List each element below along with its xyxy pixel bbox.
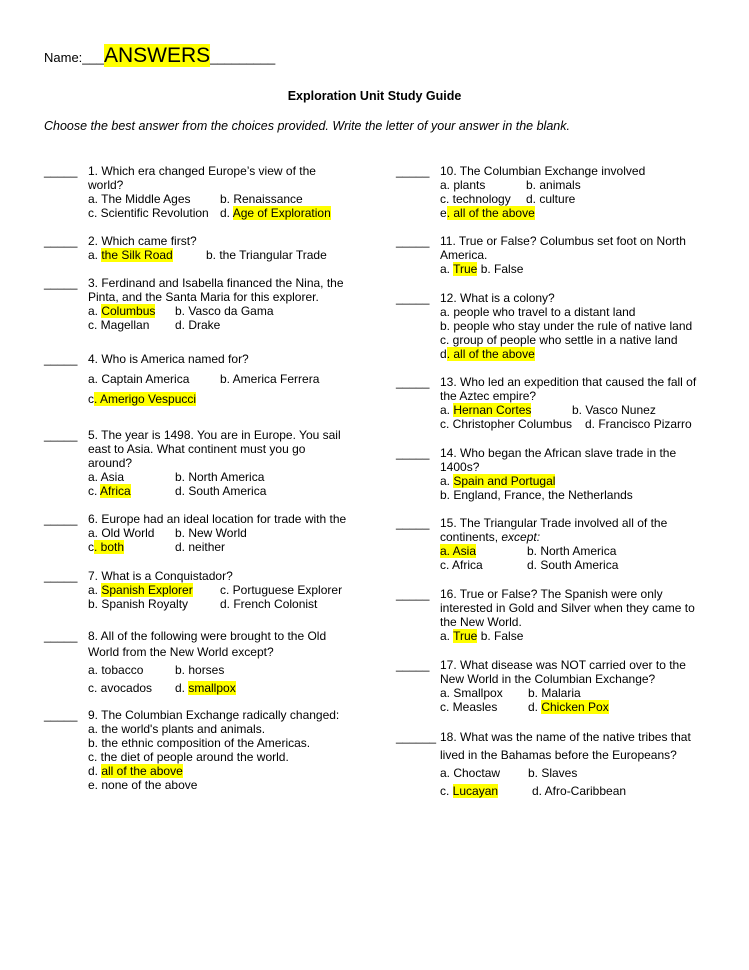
- question-text: 1. Which era changed Europe’s view of the: [88, 164, 316, 178]
- option-b: b. North America: [175, 470, 265, 484]
- option-c: c. Magellan: [88, 318, 150, 332]
- option-c: c. Portuguese Explorer: [220, 583, 343, 597]
- option-b: b. the ethnic composition of the Americas.: [88, 736, 311, 750]
- option-d: d. French Colonist: [220, 597, 318, 611]
- name-line: [44, 44, 275, 68]
- question-1: [44, 164, 331, 220]
- question-text: 15. The Triangular Trade involved all of the: [440, 516, 668, 530]
- answer-highlight: Columbus: [101, 304, 156, 318]
- question-text: 3. Ferdinand and Isabella financed the Nina, the: [88, 276, 344, 290]
- question-text: 13. Who led an expedition that caused the fall of: [440, 375, 697, 389]
- option-b: b. Slaves: [528, 766, 578, 780]
- option-a: a. tobacco: [88, 663, 144, 677]
- question-text: 8. All of the following were brought to the Old: [88, 629, 327, 643]
- question-text: Pinta, and the Santa Maria for this explorer.: [88, 290, 319, 304]
- answer-blank[interactable]: _____: [396, 234, 430, 248]
- question-text: 9. The Columbian Exchange radically changed:: [88, 708, 340, 722]
- answer-blank[interactable]: _____: [44, 276, 78, 290]
- option-c: c. Scientific Revolution: [88, 206, 209, 220]
- answer-blank[interactable]: _____: [396, 446, 430, 460]
- question-15: [396, 516, 667, 572]
- option-a: a. Smallpox: [440, 686, 503, 700]
- question-14: [396, 446, 676, 502]
- option-a: a. Columbus: [88, 304, 156, 318]
- option-d: d. all of the above: [440, 347, 535, 361]
- option-c: c. Amerigo Vespucci: [88, 392, 197, 406]
- option-b: b. Spanish Royalty: [88, 597, 189, 611]
- question-text: lived in the Bahamas before the Europeans?: [440, 748, 677, 762]
- option-d: d. Age of Exploration: [220, 206, 331, 220]
- question-text: world?: [88, 178, 124, 192]
- option-a: a. Captain America: [88, 372, 190, 386]
- question-text: 11. True or False? Columbus set foot on North: [440, 234, 686, 248]
- answer-highlight: Lucayan: [452, 784, 499, 798]
- answer-highlight: Chicken Pox: [541, 700, 609, 714]
- option-b: b. England, France, the Netherlands: [440, 488, 633, 502]
- option-d: d. Drake: [175, 318, 221, 332]
- option-d: d. all of the above: [88, 764, 183, 778]
- question-16: [396, 587, 695, 643]
- question-10: [396, 164, 645, 220]
- answer-highlight: a. Asia: [440, 544, 477, 558]
- answer-highlight: smallpox: [188, 681, 236, 695]
- answer-highlight: . all of the above: [446, 347, 535, 361]
- option-a: a. True: [440, 629, 478, 643]
- option-b: b. North America: [527, 544, 617, 558]
- answer-highlight: . both: [94, 540, 125, 554]
- option-b: b. people who stay under the rule of native land: [440, 319, 693, 333]
- option-c: c. Africa: [88, 484, 131, 498]
- option-c: c. Christopher Columbus: [440, 417, 573, 431]
- question-17: [396, 658, 686, 714]
- option-c: c. Africa: [440, 558, 483, 572]
- question-text: 2. Which came first?: [88, 234, 197, 248]
- option-b: b. Renaissance: [220, 192, 303, 206]
- answer-blank[interactable]: _____: [396, 658, 430, 672]
- option-b: b. Malaria: [528, 686, 581, 700]
- option-a: a. plants: [440, 178, 486, 192]
- question-text: the Aztec empire?: [440, 389, 537, 403]
- answer-blank[interactable]: _____: [44, 428, 78, 442]
- option-c: c. Measles: [440, 700, 498, 714]
- question-3: [44, 276, 344, 332]
- option-a: a. people who travel to a distant land: [440, 305, 636, 319]
- option-d: d. neither: [175, 540, 226, 554]
- question-6: [44, 512, 346, 554]
- answer-blank[interactable]: _____: [396, 164, 430, 178]
- answer-blank[interactable]: _____: [396, 587, 430, 601]
- question-text: continents, except:: [440, 530, 541, 544]
- option-d: d. culture: [526, 192, 576, 206]
- option-b: b. Vasco Nunez: [572, 403, 656, 417]
- option-d: d. Afro-Caribbean: [532, 784, 627, 798]
- option-a: a. the Silk Road: [88, 248, 173, 262]
- answer-blank[interactable]: _____: [396, 291, 430, 305]
- option-a: a. Spain and Portugal: [440, 474, 556, 488]
- answer-blank[interactable]: _____: [44, 352, 78, 366]
- question-text: 4. Who is America named for?: [88, 352, 249, 366]
- question-text: 10. The Columbian Exchange involved: [440, 164, 646, 178]
- option-b: b. America Ferrera: [220, 372, 320, 386]
- question-2: [44, 234, 327, 262]
- question-8: [44, 629, 326, 697]
- option-b: b. the Triangular Trade: [206, 248, 327, 262]
- answer-blank[interactable]: _____: [44, 708, 78, 722]
- question-text: 17. What disease was NOT carried over to the: [440, 658, 686, 672]
- option-a: a. the world's plants and animals.: [88, 722, 266, 736]
- option-d: d. smallpox: [175, 681, 236, 695]
- question-text: 6. Europe had an ideal location for trade with the: [88, 512, 347, 526]
- question-text: east to Asia. What continent must you go: [88, 442, 306, 456]
- option-a: a. Spanish Explorer: [88, 583, 193, 597]
- question-text: 16. True or False? The Spanish were only: [440, 587, 663, 601]
- answer-highlight: the Silk Road: [101, 248, 173, 262]
- answer-highlight: True: [453, 629, 478, 643]
- option-e: e. all of the above: [440, 206, 535, 220]
- answer-blank[interactable]: _____: [44, 512, 78, 526]
- option-c: c. both: [88, 540, 125, 554]
- answer-blank[interactable]: _____: [396, 516, 430, 530]
- option-d: d. South America: [175, 484, 267, 498]
- option-b: b. New World: [175, 526, 247, 540]
- option-d: d. South America: [527, 558, 619, 572]
- question-text: around?: [88, 456, 133, 470]
- option-c: c. Lucayan: [440, 784, 499, 798]
- option-d: d. Francisco Pizarro: [585, 417, 692, 431]
- question-5: [44, 428, 341, 498]
- question-text: 7. What is a Conquistador?: [88, 569, 233, 583]
- option-a: a. The Middle Ages: [88, 192, 191, 206]
- question-4: [44, 352, 319, 408]
- answer-highlight: Age of Exploration: [232, 206, 331, 220]
- name-value: ANSWERS: [103, 44, 211, 67]
- question-7: [44, 569, 342, 611]
- name-label: Name:___: [44, 50, 104, 65]
- option-d: d. Chicken Pox: [528, 700, 609, 714]
- answer-highlight: Spanish Explorer: [101, 583, 193, 597]
- answer-highlight: True: [453, 262, 478, 276]
- question-9: [44, 708, 339, 792]
- option-e: e. none of the above: [88, 778, 198, 792]
- question-text: the New World.: [440, 615, 522, 629]
- question-text: 14. Who began the African slave trade in the: [440, 446, 677, 460]
- option-c: c. the diet of people around the world.: [88, 750, 289, 764]
- option-a: a. Asia: [88, 470, 125, 484]
- question-text: America.: [440, 248, 488, 262]
- question-text: 18. What was the name of the native tribes that: [440, 730, 691, 744]
- question-text: 12. What is a colony?: [440, 291, 555, 305]
- question-12: [396, 291, 692, 361]
- answer-blank[interactable]: _____: [44, 234, 78, 248]
- question-11: [396, 234, 686, 276]
- instructions: Choose the best answer from the choices provided. Write the letter of your answer in the blank.: [44, 119, 570, 133]
- question-text: 5. The year is 1498. You are in Europe. You sail: [88, 428, 341, 442]
- question-text: World from the New World except?: [88, 645, 274, 659]
- answer-highlight: Hernan Cortes: [453, 403, 532, 417]
- option-a: [440, 544, 527, 558]
- answer-highlight: all of the above: [101, 764, 183, 778]
- answer-highlight: . Amerigo Vespucci: [94, 392, 197, 406]
- name-tail: _________: [210, 50, 276, 65]
- answer-highlight: Africa: [100, 484, 131, 498]
- page-title: Exploration Unit Study Guide: [287, 89, 462, 103]
- question-text: interested in Gold and Silver when they came to: [440, 601, 695, 615]
- question-18: [396, 728, 691, 800]
- option-c: c. technology: [440, 192, 511, 206]
- option-b: b. horses: [175, 663, 225, 677]
- option-b: b. animals: [526, 178, 581, 192]
- option-a: a. Old World: [88, 526, 155, 540]
- option-a: a. Hernan Cortes: [440, 403, 532, 417]
- option-c: c. avocados: [88, 681, 153, 695]
- question-13: [396, 375, 696, 431]
- option-b: b. False: [477, 262, 524, 276]
- option-a: a. Choctaw: [440, 766, 501, 780]
- question-text: New World in the Columbian Exchange?: [440, 672, 656, 686]
- option-a: a. True: [440, 262, 478, 276]
- answer-blank[interactable]: _____: [44, 569, 78, 583]
- answer-blank[interactable]: _____: [396, 375, 430, 389]
- question-text: 1400s?: [440, 460, 480, 474]
- option-c: c. group of people who settle in a native land: [440, 333, 678, 347]
- answer-blank[interactable]: _____: [44, 629, 78, 643]
- answer-highlight: . all of the above: [446, 206, 535, 220]
- option-b: b. Vasco da Gama: [175, 304, 274, 318]
- answer-highlight: Spain and Portugal: [453, 474, 556, 488]
- answer-blank[interactable]: _____: [44, 164, 78, 178]
- answer-blank[interactable]: ______: [396, 730, 437, 744]
- option-b: b. False: [477, 629, 524, 643]
